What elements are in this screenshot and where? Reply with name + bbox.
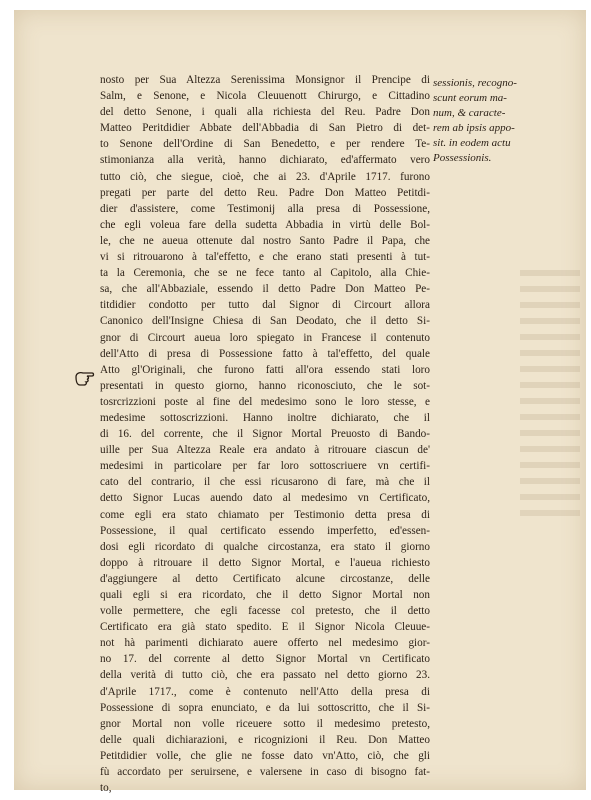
text-line: gnor di Circourt aueua loro spiegato in Francese il contenuto [100,331,430,344]
text-line: to Senone dell'Ordine di San Benedetto, e per rendere Te- [100,138,430,151]
text-line: dier d'assistere, come Testimonij alla presa di Possessione, [100,202,430,215]
text-line: uille per Sua Altezza Reale era andato à ritrouare ciascun de' [100,444,430,457]
text-line: le, che ne aueua ottenute dal nostro Santo Padre il Papa, che [100,234,430,247]
margin-note-line: Possessionis. [433,152,492,164]
text-line: volle permettere, che egli facesse col pretesto, che il detto [100,605,430,618]
text-line: dell'Atto di presa di Possessione fatto à tal'effetto, del quale [100,347,430,360]
text-line: quali egli si era ricordato, che il detto Signor Mortal non [100,589,430,601]
text-line: Petitdidier volle, che glie ne fosse dato vn'Atto, ciò, che gli [100,749,430,762]
text-line: doppo à ritrouare il detto Signor Mortal, e l'aueua richiesto [100,556,430,569]
text-line: Atto gl'Originali, che furono fatti all'ora essendo stati loro [100,363,430,376]
text-line: Canonico dell'Insigne Chiesa di San Deodato, che il detto Si- [100,315,430,328]
text-line: di 16. del corrente, che il Signor Mortal Preuosto di Bando- [100,428,430,441]
margin-note-line: sessionis, recogno- [433,77,517,89]
text-line: del detto Senone, i quali alla richiesta del Reu. Padre Don [100,106,430,119]
text-line: presentati in questo giorno, hanno riconosciuto, che le sot- [100,379,430,392]
text-line: come egli era stato chiamato per Testimonio detta presa di [100,508,430,521]
margin-note-line: scunt eorum ma- [433,92,507,104]
text-line: Matteo Peritdidier Abbate dell'Abbadia di San Pietro di det- [100,122,430,135]
text-line: not hà parimenti dichiarato auere offerto nel medesimo gior- [100,637,430,650]
text-line: tosrcrizzioni poste al fine del medesimo sono le loro stesse, e [100,395,430,408]
text-line: che egli voleua fare della sudetta Abbadia in virtù delle Bol- [100,218,430,231]
text-line: della verità di tutto ciò, che era passato nel detto giorno 23. [100,669,430,682]
show-through-text [520,260,580,660]
text-line: d'Aprile 1717., come è contenuto nell'Atto della presa di [100,685,430,698]
margin-note [433,76,523,166]
text-line: Possessione di sopra enunciato, e da lui sottoscritto, che il Si- [100,701,430,714]
text-line: nosto per Sua Altezza Serenissima Monsignor il Prencipe di [100,74,430,86]
text-line: sa, che all'Abbaziale, essendo il detto Padre Don Matteo Pe- [100,283,430,296]
text-line: d'aggiungere al detto Certificato alcune circostanze, delle [100,572,430,585]
text-line: pregati per parte del detto Reu. Padre Don Matteo Petitdi- [100,186,430,199]
text-line: stimonianza alla verità, hanno dichiarato, ed'affermato vero [100,154,430,167]
body-text [100,72,430,796]
text-line: fù accordato per seruirsene, e valersene in caso di bisogno fat- [100,766,430,779]
document-page [14,10,586,795]
text-line: detto Signor Lucas auendo dato al medesimo vn Certificato, [100,492,430,505]
text-line: Certificato era già stato spedito. E il Signor Nicola Cleuue- [100,621,430,634]
text-line: Salm, e Senone, e Nicola Cleuuenott Chirurgo, e Cittadino [100,90,430,103]
text-line: gnor Mortal non volle riceuere sotto il medesimo pretesto, [100,717,430,730]
margin-note-line: sit. in eodem actu [433,137,511,149]
text-line: medesime sottoscrizzioni. Hanno inoltre dichiarato, che il [100,411,430,424]
text-line: medesimi in particolare per far loro sottoscriuere vn certifi- [100,460,430,473]
text-line: cato del contrario, il che essi ricusarono di fare, mà che il [100,476,430,489]
text-line: ta la Ceremonia, che se ne fece tanto al Capitolo, alla Chie- [100,267,430,280]
pointing-hand-icon [74,368,96,386]
text-line: tutto ciò, che siegue, cioè, che ai 23. d'Aprile 1717. furono [100,170,430,183]
text-line: titdidier condotto per tutto dal Signor di Circourt allora [100,299,430,312]
text-line: delle quali dichiarazioni, e ricognizioni il Reu. Don Matteo [100,733,430,746]
text-line: to, [100,782,112,795]
text-line: no 17. del corrente al detto Signor Mortal vn Certificato [100,653,430,666]
text-line: Possessione, il qual certificato essendo imperfetto, ed'essen- [100,524,430,537]
margin-note-line: num, & caracte- [433,107,506,119]
text-line: dosi egli ricordato di qualche circostanza, era stato il giorno [100,540,430,553]
margin-note-line: rem ab ipsis appo- [433,122,515,134]
text-line: vi si ritrouarono à tal'effetto, e che erano stati presenti à tut- [100,251,430,264]
